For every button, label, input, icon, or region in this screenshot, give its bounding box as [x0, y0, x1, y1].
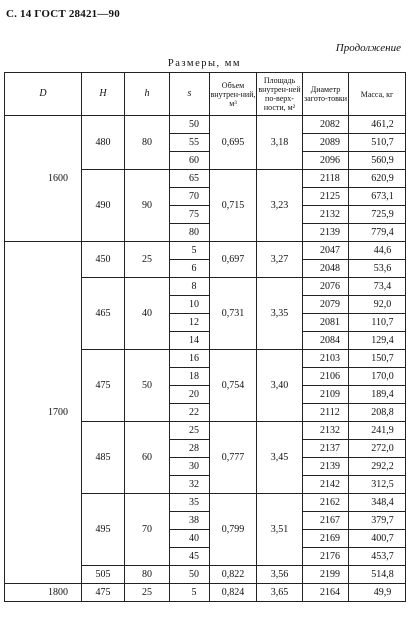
cell-mass: 461,2 [349, 116, 406, 134]
cell-blank-diameter: 2118 [303, 170, 349, 188]
cell-mass: 379,7 [349, 512, 406, 530]
cell-mass: 510,7 [349, 134, 406, 152]
cell-d: 1600 [5, 116, 82, 242]
cell-h: 60 [125, 422, 170, 494]
cell-h-total: 495 [82, 494, 125, 566]
cell-s: 22 [170, 404, 210, 422]
cell-s: 6 [170, 260, 210, 278]
cell-area: 3,40 [257, 350, 303, 422]
cell-h-total: 465 [82, 278, 125, 350]
cell-s: 80 [170, 224, 210, 242]
cell-blank-diameter: 2047 [303, 242, 349, 260]
cell-mass: 189,4 [349, 386, 406, 404]
cell-blank-diameter: 2139 [303, 224, 349, 242]
column-header-mass: Масса, кг [349, 73, 406, 116]
cell-blank-diameter: 2132 [303, 206, 349, 224]
cell-h: 25 [125, 242, 170, 278]
table-body [5, 116, 406, 602]
cell-mass: 44,6 [349, 242, 406, 260]
cell-area: 3,35 [257, 278, 303, 350]
cell-area: 3,45 [257, 422, 303, 494]
cell-volume: 0,697 [210, 242, 257, 278]
column-header-area: Площадь внутрен-ней по-верх-ности, м² [257, 73, 303, 116]
cell-blank-diameter: 2137 [303, 440, 349, 458]
column-header-volume: Объем внутрен-ний, м³ [210, 73, 257, 116]
cell-mass: 150,7 [349, 350, 406, 368]
table-row [5, 116, 406, 134]
cell-blank-diameter: 2169 [303, 530, 349, 548]
cell-blank-diameter: 2096 [303, 152, 349, 170]
cell-blank-diameter: 2132 [303, 422, 349, 440]
table-row [5, 584, 406, 602]
cell-s: 35 [170, 494, 210, 512]
cell-volume: 0,777 [210, 422, 257, 494]
cell-volume: 0,799 [210, 494, 257, 566]
cell-mass: 400,7 [349, 530, 406, 548]
cell-area: 3,23 [257, 170, 303, 242]
cell-h: 90 [125, 170, 170, 242]
cell-h-total: 450 [82, 242, 125, 278]
cell-blank-diameter: 2109 [303, 386, 349, 404]
cell-mass: 49,9 [349, 584, 406, 602]
cell-mass: 272,0 [349, 440, 406, 458]
cell-s: 20 [170, 386, 210, 404]
table-row [5, 242, 406, 260]
cell-h-total: 475 [82, 350, 125, 422]
cell-s: 50 [170, 566, 210, 584]
cell-s: 16 [170, 350, 210, 368]
cell-s: 18 [170, 368, 210, 386]
cell-blank-diameter: 2089 [303, 134, 349, 152]
cell-mass: 208,8 [349, 404, 406, 422]
cell-blank-diameter: 2167 [303, 512, 349, 530]
cell-s: 25 [170, 422, 210, 440]
cell-blank-diameter: 2164 [303, 584, 349, 602]
cell-h: 50 [125, 350, 170, 422]
cell-s: 28 [170, 440, 210, 458]
cell-s: 70 [170, 188, 210, 206]
cell-mass: 514,8 [349, 566, 406, 584]
cell-s: 45 [170, 548, 210, 566]
column-header-h: H [82, 73, 125, 116]
cell-h-total: 475 [82, 584, 125, 602]
cell-area: 3,27 [257, 242, 303, 278]
cell-s: 50 [170, 116, 210, 134]
page-reference: С. 14 ГОСТ 28421—90 [6, 8, 120, 20]
cell-s: 5 [170, 584, 210, 602]
cell-s: 38 [170, 512, 210, 530]
cell-s: 10 [170, 296, 210, 314]
cell-blank-diameter: 2142 [303, 476, 349, 494]
cell-mass: 73,4 [349, 278, 406, 296]
cell-blank-diameter: 2199 [303, 566, 349, 584]
cell-mass: 292,2 [349, 458, 406, 476]
cell-h: 25 [125, 584, 170, 602]
cell-s: 65 [170, 170, 210, 188]
cell-h: 80 [125, 116, 170, 170]
cell-d: 1700 [5, 242, 82, 584]
cell-mass: 348,4 [349, 494, 406, 512]
cell-volume: 0,715 [210, 170, 257, 242]
cell-mass: 129,4 [349, 332, 406, 350]
cell-blank-diameter: 2125 [303, 188, 349, 206]
cell-mass: 673,1 [349, 188, 406, 206]
cell-area: 3,18 [257, 116, 303, 170]
cell-mass: 110,7 [349, 314, 406, 332]
cell-s: 75 [170, 206, 210, 224]
cell-h-total: 480 [82, 116, 125, 170]
cell-s: 60 [170, 152, 210, 170]
cell-mass: 92,0 [349, 296, 406, 314]
cell-h: 70 [125, 494, 170, 566]
cell-blank-diameter: 2081 [303, 314, 349, 332]
cell-s: 5 [170, 242, 210, 260]
cell-volume: 0,824 [210, 584, 257, 602]
cell-volume: 0,731 [210, 278, 257, 350]
column-header-blank: Диаметр загото-товки [303, 73, 349, 116]
cell-blank-diameter: 2103 [303, 350, 349, 368]
cell-mass: 620,9 [349, 170, 406, 188]
cell-area: 3,65 [257, 584, 303, 602]
cell-area: 3,51 [257, 494, 303, 566]
table-header-row [5, 73, 406, 116]
cell-s: 55 [170, 134, 210, 152]
cell-mass: 241,9 [349, 422, 406, 440]
cell-blank-diameter: 2106 [303, 368, 349, 386]
cell-h-total: 490 [82, 170, 125, 242]
cell-s: 40 [170, 530, 210, 548]
continuation-label: Продолжение [335, 42, 401, 54]
cell-s: 30 [170, 458, 210, 476]
cell-d: 1800 [5, 584, 82, 602]
cell-mass: 560,9 [349, 152, 406, 170]
cell-area: 3,56 [257, 566, 303, 584]
cell-blank-diameter: 2082 [303, 116, 349, 134]
cell-h: 40 [125, 278, 170, 350]
cell-mass: 725,9 [349, 206, 406, 224]
column-header-h: h [125, 73, 170, 116]
cell-h-total: 505 [82, 566, 125, 584]
cell-mass: 170,0 [349, 368, 406, 386]
cell-volume: 0,754 [210, 350, 257, 422]
column-header-d: D [5, 73, 82, 116]
cell-blank-diameter: 2076 [303, 278, 349, 296]
cell-blank-diameter: 2176 [303, 548, 349, 566]
cell-s: 32 [170, 476, 210, 494]
cell-s: 12 [170, 314, 210, 332]
cell-blank-diameter: 2162 [303, 494, 349, 512]
cell-blank-diameter: 2112 [303, 404, 349, 422]
cell-volume: 0,822 [210, 566, 257, 584]
column-header-s: s [170, 73, 210, 116]
cell-mass: 779,4 [349, 224, 406, 242]
cell-mass: 453,7 [349, 548, 406, 566]
sizes-title: Размеры, мм [167, 58, 242, 69]
dimensions-table [4, 72, 406, 602]
cell-blank-diameter: 2139 [303, 458, 349, 476]
cell-mass: 312,5 [349, 476, 406, 494]
cell-blank-diameter: 2048 [303, 260, 349, 278]
cell-blank-diameter: 2079 [303, 296, 349, 314]
cell-h-total: 485 [82, 422, 125, 494]
cell-mass: 53,6 [349, 260, 406, 278]
cell-s: 8 [170, 278, 210, 296]
cell-s: 14 [170, 332, 210, 350]
cell-blank-diameter: 2084 [303, 332, 349, 350]
cell-h: 80 [125, 566, 170, 584]
cell-volume: 0,695 [210, 116, 257, 170]
